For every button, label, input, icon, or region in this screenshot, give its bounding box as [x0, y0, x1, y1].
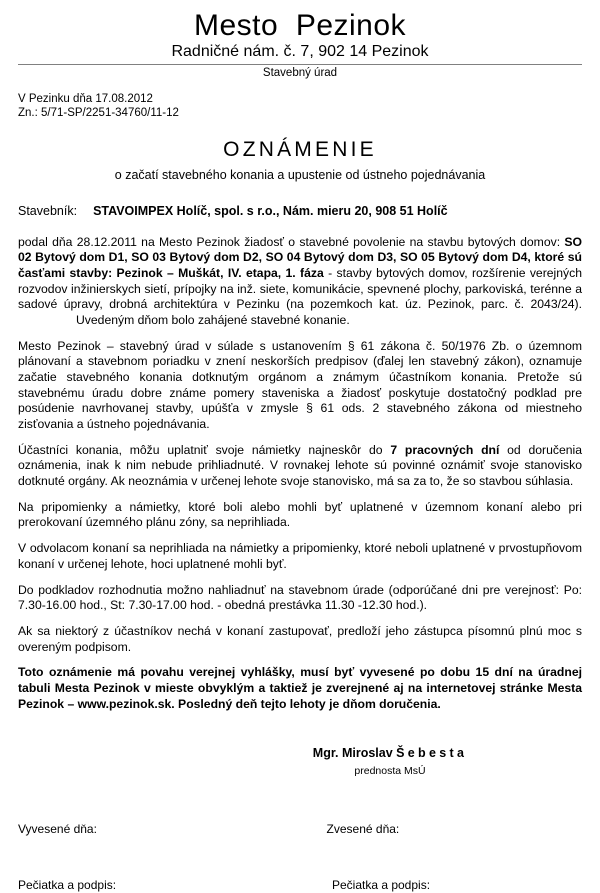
p3-tail: od doručenia oznámenia, inak k nim nebude prihliadnuté. V rovnakej lehote sú povinné oznámiť svoje stanovisko dotknuté orgány. Ak neoznámia v určenej lehote svoje stanovisko, má sa za to, že so stavbou súhlasia.: [18, 442, 582, 489]
document-title: OZNÁMENIE: [223, 138, 377, 162]
place-and-date: V Pezinku dňa 17.08.2012: [18, 92, 153, 105]
posting-dates-row: [18, 822, 582, 837]
paragraph-prior-objections: Na pripomienky a námietky, ktoré boli alebo mohli byť uplatnené v územnom konaní alebo pri prerokovaní územného plánu zóny, sa neprihliada.: [18, 499, 582, 530]
p1-tail: - stavby bytových domov, rozšírenie verejných rozvodov inžinierskych sietí, prípojky na inž. siete, komunikácie, spevnené plochy, parkoviská, terénne a sadové úpravy, drobná architektúra v Pezinku (na pozemkoch kat. úz. Pezinok, parc. č. 2043/24).: [18, 266, 582, 312]
applicant-value: STAVOIMPEX Holíč, spol. s r.o., Nám. mieru 20, 908 51 Holíč: [93, 204, 448, 219]
stamp-field-right: Pečiatka a podpis:: [331, 877, 431, 892]
document-body: [18, 235, 582, 712]
organization-address: Radničné nám. č. 7, 902 14 Pezinok: [171, 43, 429, 61]
paragraph-representation: Ak sa niektorý z účastníkov nechá v konaní zastupovať, predloží jeho zástupca písomnú plnú moc s overeným podpisom.: [18, 623, 582, 654]
paragraph-office-hours: Do podkladov rozhodnutia možno nahliadnuť na stavebnom úrade (odporúčané dni pre verejnosť: Po: 7.30-16.00 hod., St: 7.30-17.00 hod. - obedná prestávka 11.30 -12.30 hod.).: [18, 582, 582, 613]
paragraph-objection-deadline: [18, 443, 582, 490]
posted-date-field: Vyvesené dňa:: [18, 821, 97, 836]
paragraph-legal-basis: Mesto Pezinok – stavebný úrad v súlade s ustanovením § 61 zákona č. 50/1976 Zb. o územnom plánovaní a stavebnom poriadku v znení neskorších predpisov (ďalej len stavebný zákon), oznamuje začatie stavebného konania dotknutým orgánom a známym účastníkom konania. Pretože sú stavebnému úradu dobre známe pomery staveniska a žiadosť poskytuje dostatočný podklad pre posúdenie navrhovanej stavby, upúšťa v zmysle § 61 ods. 2 stavebného zákona od miestneho zisťovania a ústneho pojednávania.: [18, 338, 582, 432]
letterhead: [18, 10, 582, 81]
signatory-surname: Šebesta: [396, 746, 468, 761]
posting-record: [18, 822, 582, 893]
p1-bold: SO 02 Bytový dom D1, SO 03 Bytový dom D2, SO 04 Bytový dom D3, SO 05 Bytový dom D4, ktoré sú časťami stavby: Pezinok – Muškát, IV. etapa, 1. fáza: [18, 234, 582, 281]
applicant-label: Stavebník:: [18, 204, 78, 219]
file-number: Zn.: 5/71-SP/2251-34760/11-12: [18, 107, 179, 120]
p1-lead: podal dňa 28.12.2011 na Mesto Pezinok žiadosť o stavebné povolenie na stavbu bytových domov:: [18, 234, 565, 249]
p3-lead: Účastníci konania, môžu uplatniť svoje námietky najneskôr do: [18, 442, 391, 457]
paragraph-application: [18, 235, 582, 329]
document-subtitle: o začatí stavebného konania a upustenie od ústneho pojednávania: [114, 168, 486, 183]
signature-block: [18, 746, 582, 778]
header-divider: [18, 64, 582, 65]
paragraph-public-notice: Toto oznámenie má povahu verejnej vyhlášky, musí byť vyvesené po dobu 15 dní na úradnej tabuli Mesta Pezinok v mieste obvyklým a taktiež je zverejnené aj na internetovej stránke Mesta Pezinok – www.pezinok.sk. Posledný deň tejto lehoty je dňom doručenia.: [18, 665, 582, 711]
department-name: Stavebný úrad: [262, 66, 338, 79]
p1-after-tab: Uvedeným dňom bolo zahájené stavebné konanie.: [76, 313, 350, 328]
paragraph-appeal: V odvolacom konaní sa neprihliada na námietky a pripomienky, ktoré neboli uplatnené v prvostupňovom konaní v určenej lehote, hoci uplatnené mohli byť.: [18, 541, 582, 571]
organization-title: Mesto Pezinok: [193, 9, 407, 42]
p3-deadline-bold: 7 pracovných dní: [390, 442, 500, 457]
removed-date-field: Zvesené dňa:: [326, 821, 400, 836]
stamp-signature-row: [18, 878, 582, 893]
applicant-row: [18, 204, 582, 220]
stamp-field-left: Pečiatka a podpis:: [18, 877, 117, 892]
signatory-role: prednosta MsÚ: [354, 764, 426, 777]
signatory-name: [198, 746, 582, 762]
reference-block: [18, 92, 582, 121]
signatory-given-name: Mgr. Miroslav: [312, 746, 397, 761]
